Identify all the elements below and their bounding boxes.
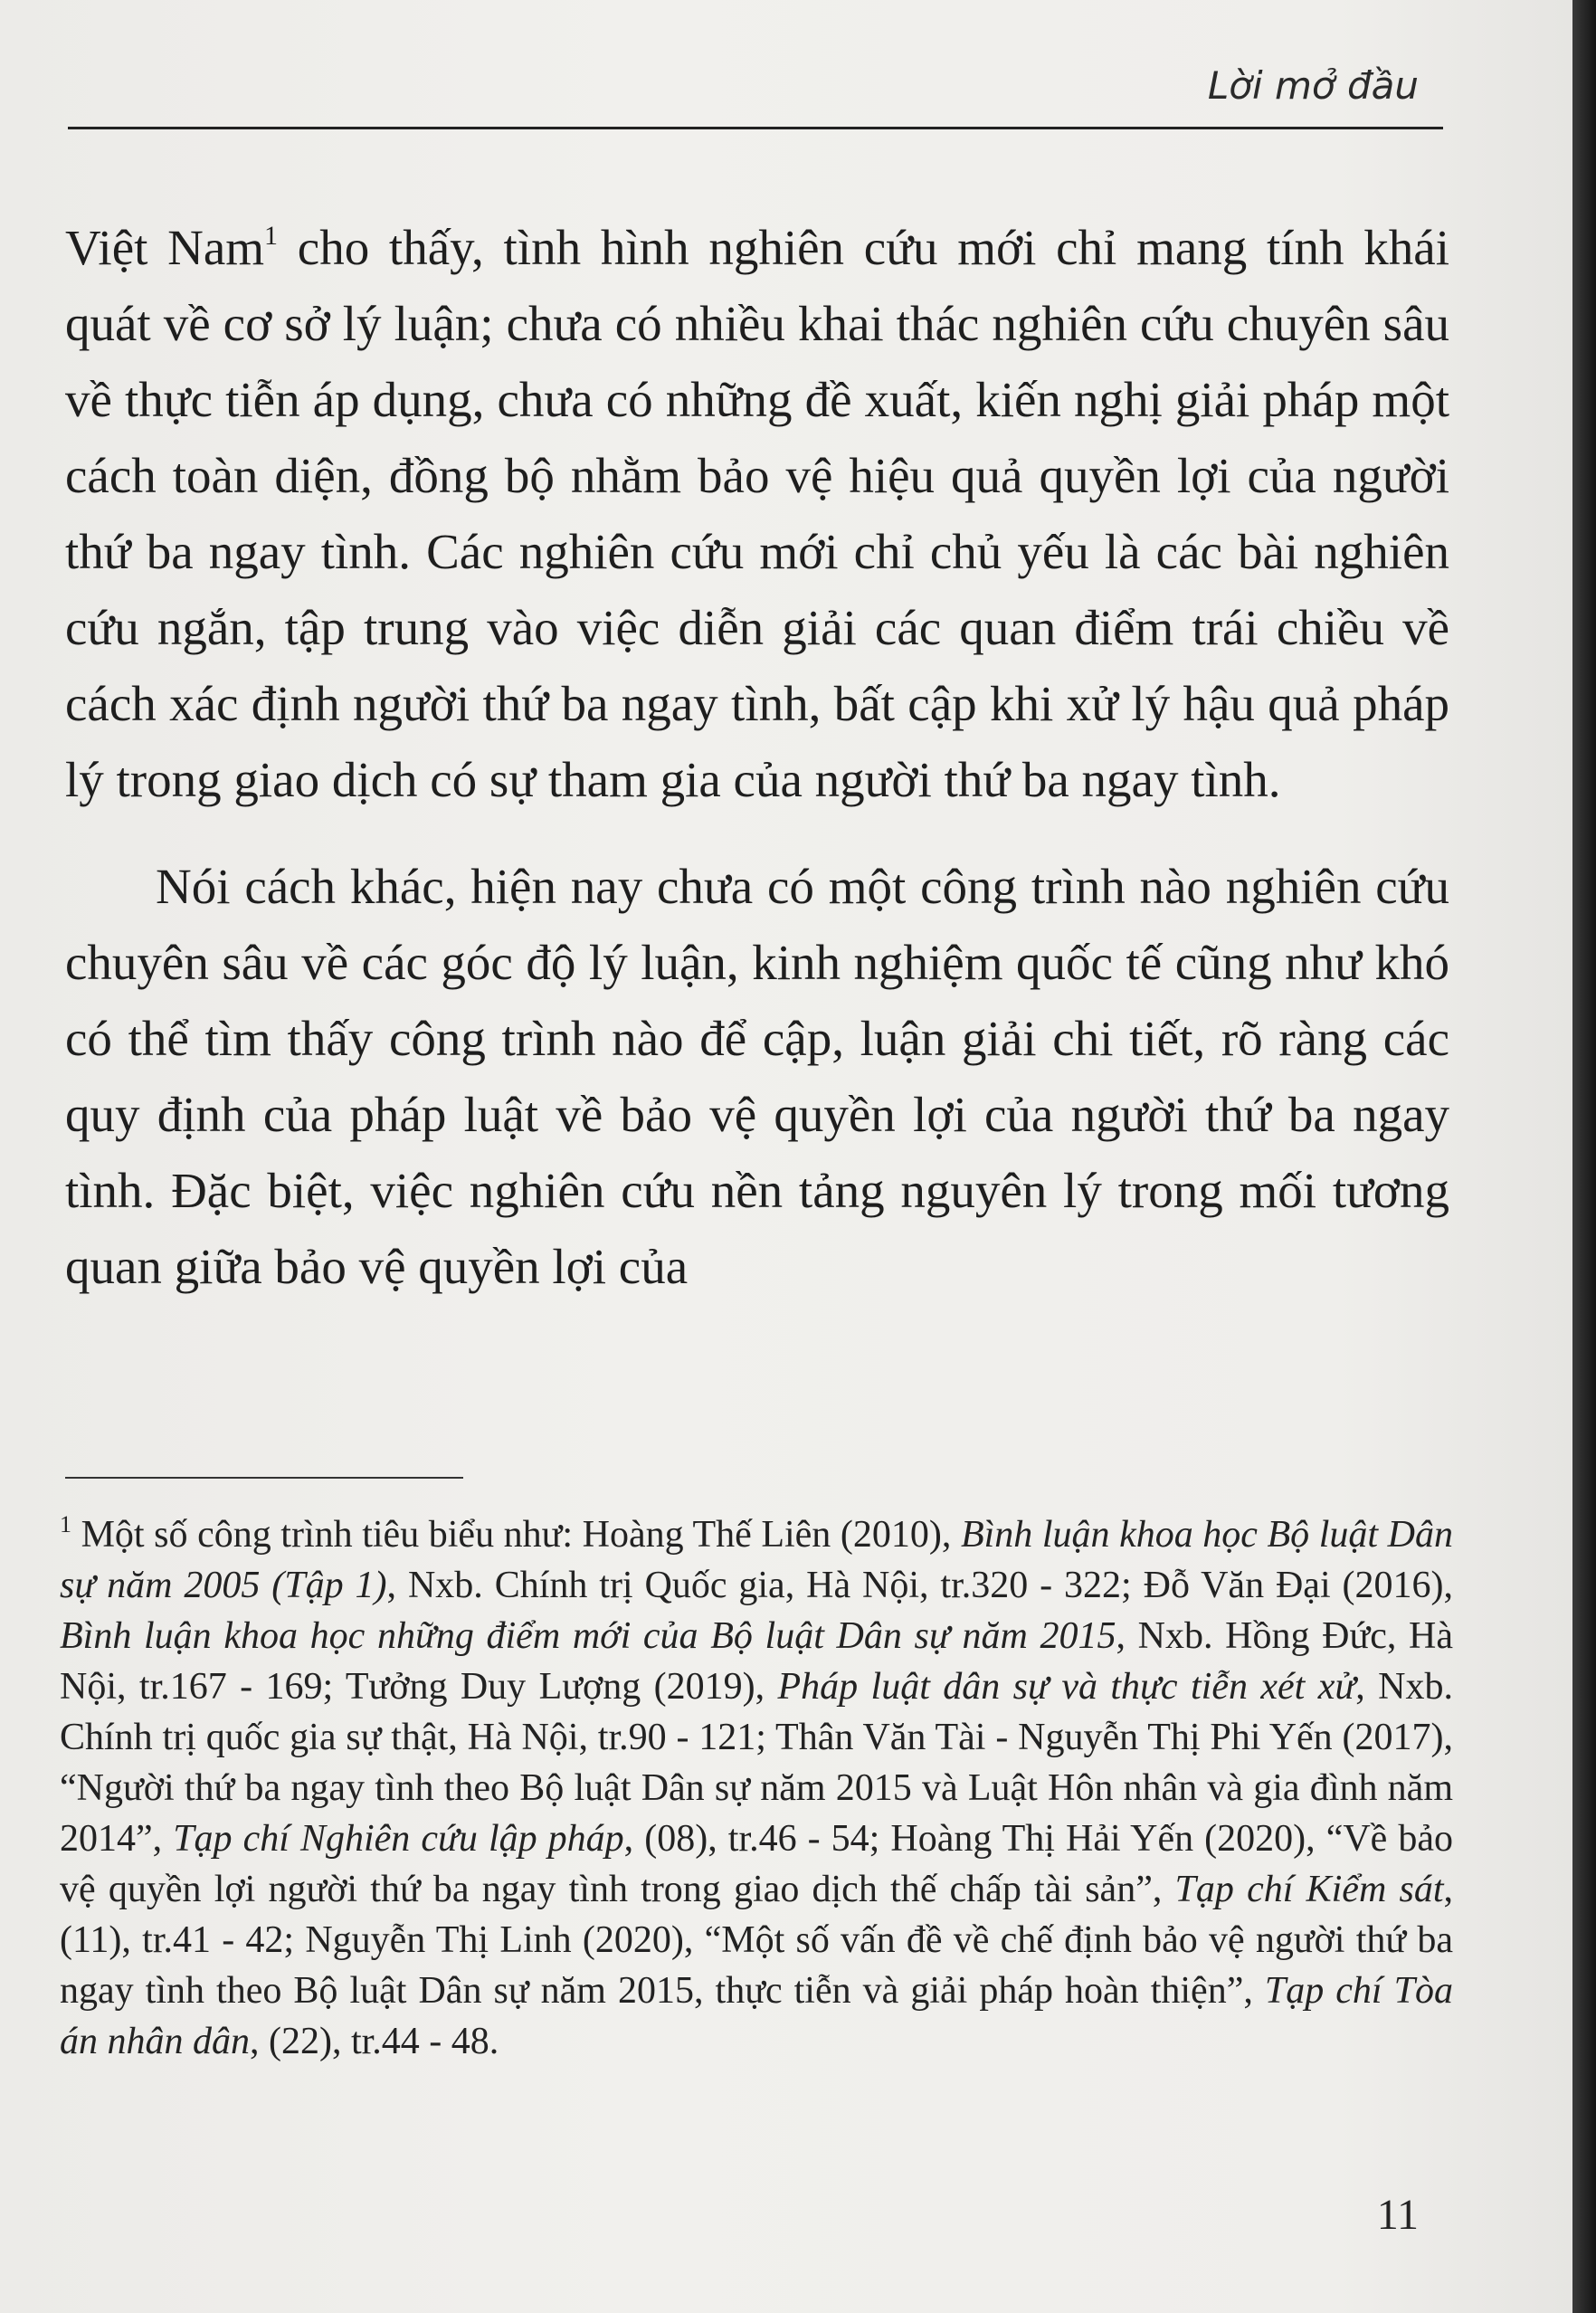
footnote-reference: 1 xyxy=(264,221,279,251)
background-edge xyxy=(1572,0,1596,2313)
footnote-text: , (11), tr.41 - 42; Nguyễn Thị Linh (2020), “Một số vấn đề về chế định bảo vệ người thứ ba ngay tình theo Bộ luật Dân sự năm 2015, thực tiễn và giải pháp hoàn thiện”, xyxy=(60,1869,1453,2012)
paragraph-1-rest: cho thấy, tình hình nghiên cứu mới chỉ mang tính khái quát về cơ sở lý luận; chưa có nhiều khai thác nghiên cứu chuyên sâu về thực tiễn áp dụng, chưa có những đề xuất, kiến nghị giải pháp một cách toàn diện, đồng bộ nhằm bảo vệ hiệu quả quyền lợi của người thứ ba ngay tình. Các nghiên cứu mới chỉ chủ yếu là các bài nghiên cứu ngắn, tập trung vào việc diễn giải các quan điểm trái chiều về cách xác định người thứ ba ngay tình, bất cập khi xử lý hậu quả pháp lý trong giao dịch có sự tham gia của người thứ ba ngay tình. xyxy=(65,220,1449,807)
footnote-text: , Nxb. Hồng Đức, Hà Nội, tr.167 - 169; Tưởng Duy Lượng (2019), xyxy=(60,1615,1453,1708)
footnote-text: , (22), tr.44 - 48. xyxy=(250,2021,499,2062)
footnote-title: Bình luận khoa học Bộ luật Dân sự năm 2005 (Tập 1) xyxy=(60,1514,1454,1606)
footnote-text: , (08), tr.46 - 54; Hoàng Thị Hải Yến (2020), “Về bảo vệ quyền lợi người thứ ba ngay tình trong giao dịch thế chấp tài sản”, xyxy=(60,1818,1453,1910)
footnote-title: Tạp chí Nghiên cứu lập pháp xyxy=(173,1818,624,1860)
footnote-title: Tạp chí Tòa án nhân dân xyxy=(60,1970,1453,2062)
footnote-text: , Nxb. Chính trị quốc gia sự thật, Hà Nội, tr.90 - 121; Thân Văn Tài - Nguyễn Thị Phi Yến (2017), “Người thứ ba ngay tình theo Bộ luật Dân sự năm 2015 và Luật Hôn nhân và gia đình năm 2014”, xyxy=(60,1666,1453,1860)
footnote-rule xyxy=(65,1477,463,1479)
footnote-title: Tạp chí Kiểm sát xyxy=(1174,1869,1444,1910)
footnote-marker: 1 xyxy=(60,1511,71,1537)
paragraph-1-lead: Việt Nam xyxy=(65,220,265,275)
paragraph-1 xyxy=(65,210,1449,818)
running-head: Lời mở đầu xyxy=(1207,63,1419,108)
footnote-text: Một số công trình tiêu biểu như: Hoàng Thế Liên (2010), xyxy=(71,1514,961,1556)
footnote-title: Pháp luật dân sự và thực tiễn xét xử xyxy=(777,1666,1356,1708)
body-text xyxy=(65,210,1449,1305)
footnote xyxy=(60,1509,1453,2067)
page-number: 11 xyxy=(1376,2191,1419,2239)
footnote-title: Bình luận khoa học những điểm mới của Bộ luật Dân sự năm 2015 xyxy=(60,1615,1116,1657)
paragraph-2: Nói cách khác, hiện nay chưa có một công trình nào nghiên cứu chuyên sâu về các góc độ lý luận, kinh nghiệm quốc tế cũng như khó có thể tìm thấy công trình nào để cập, luận giải chi tiết, rõ ràng các quy định của pháp luật về bảo vệ quyền lợi của người thứ ba ngay tình. Đặc biệt, việc nghiên cứu nền tảng nguyên lý trong mối tương quan giữa bảo vệ quyền lợi của xyxy=(65,859,1449,1294)
footnote-text: , Nxb. Chính trị Quốc gia, Hà Nội, tr.320 - 322; Đỗ Văn Đại (2016), xyxy=(386,1565,1453,1606)
header-rule xyxy=(68,127,1443,129)
